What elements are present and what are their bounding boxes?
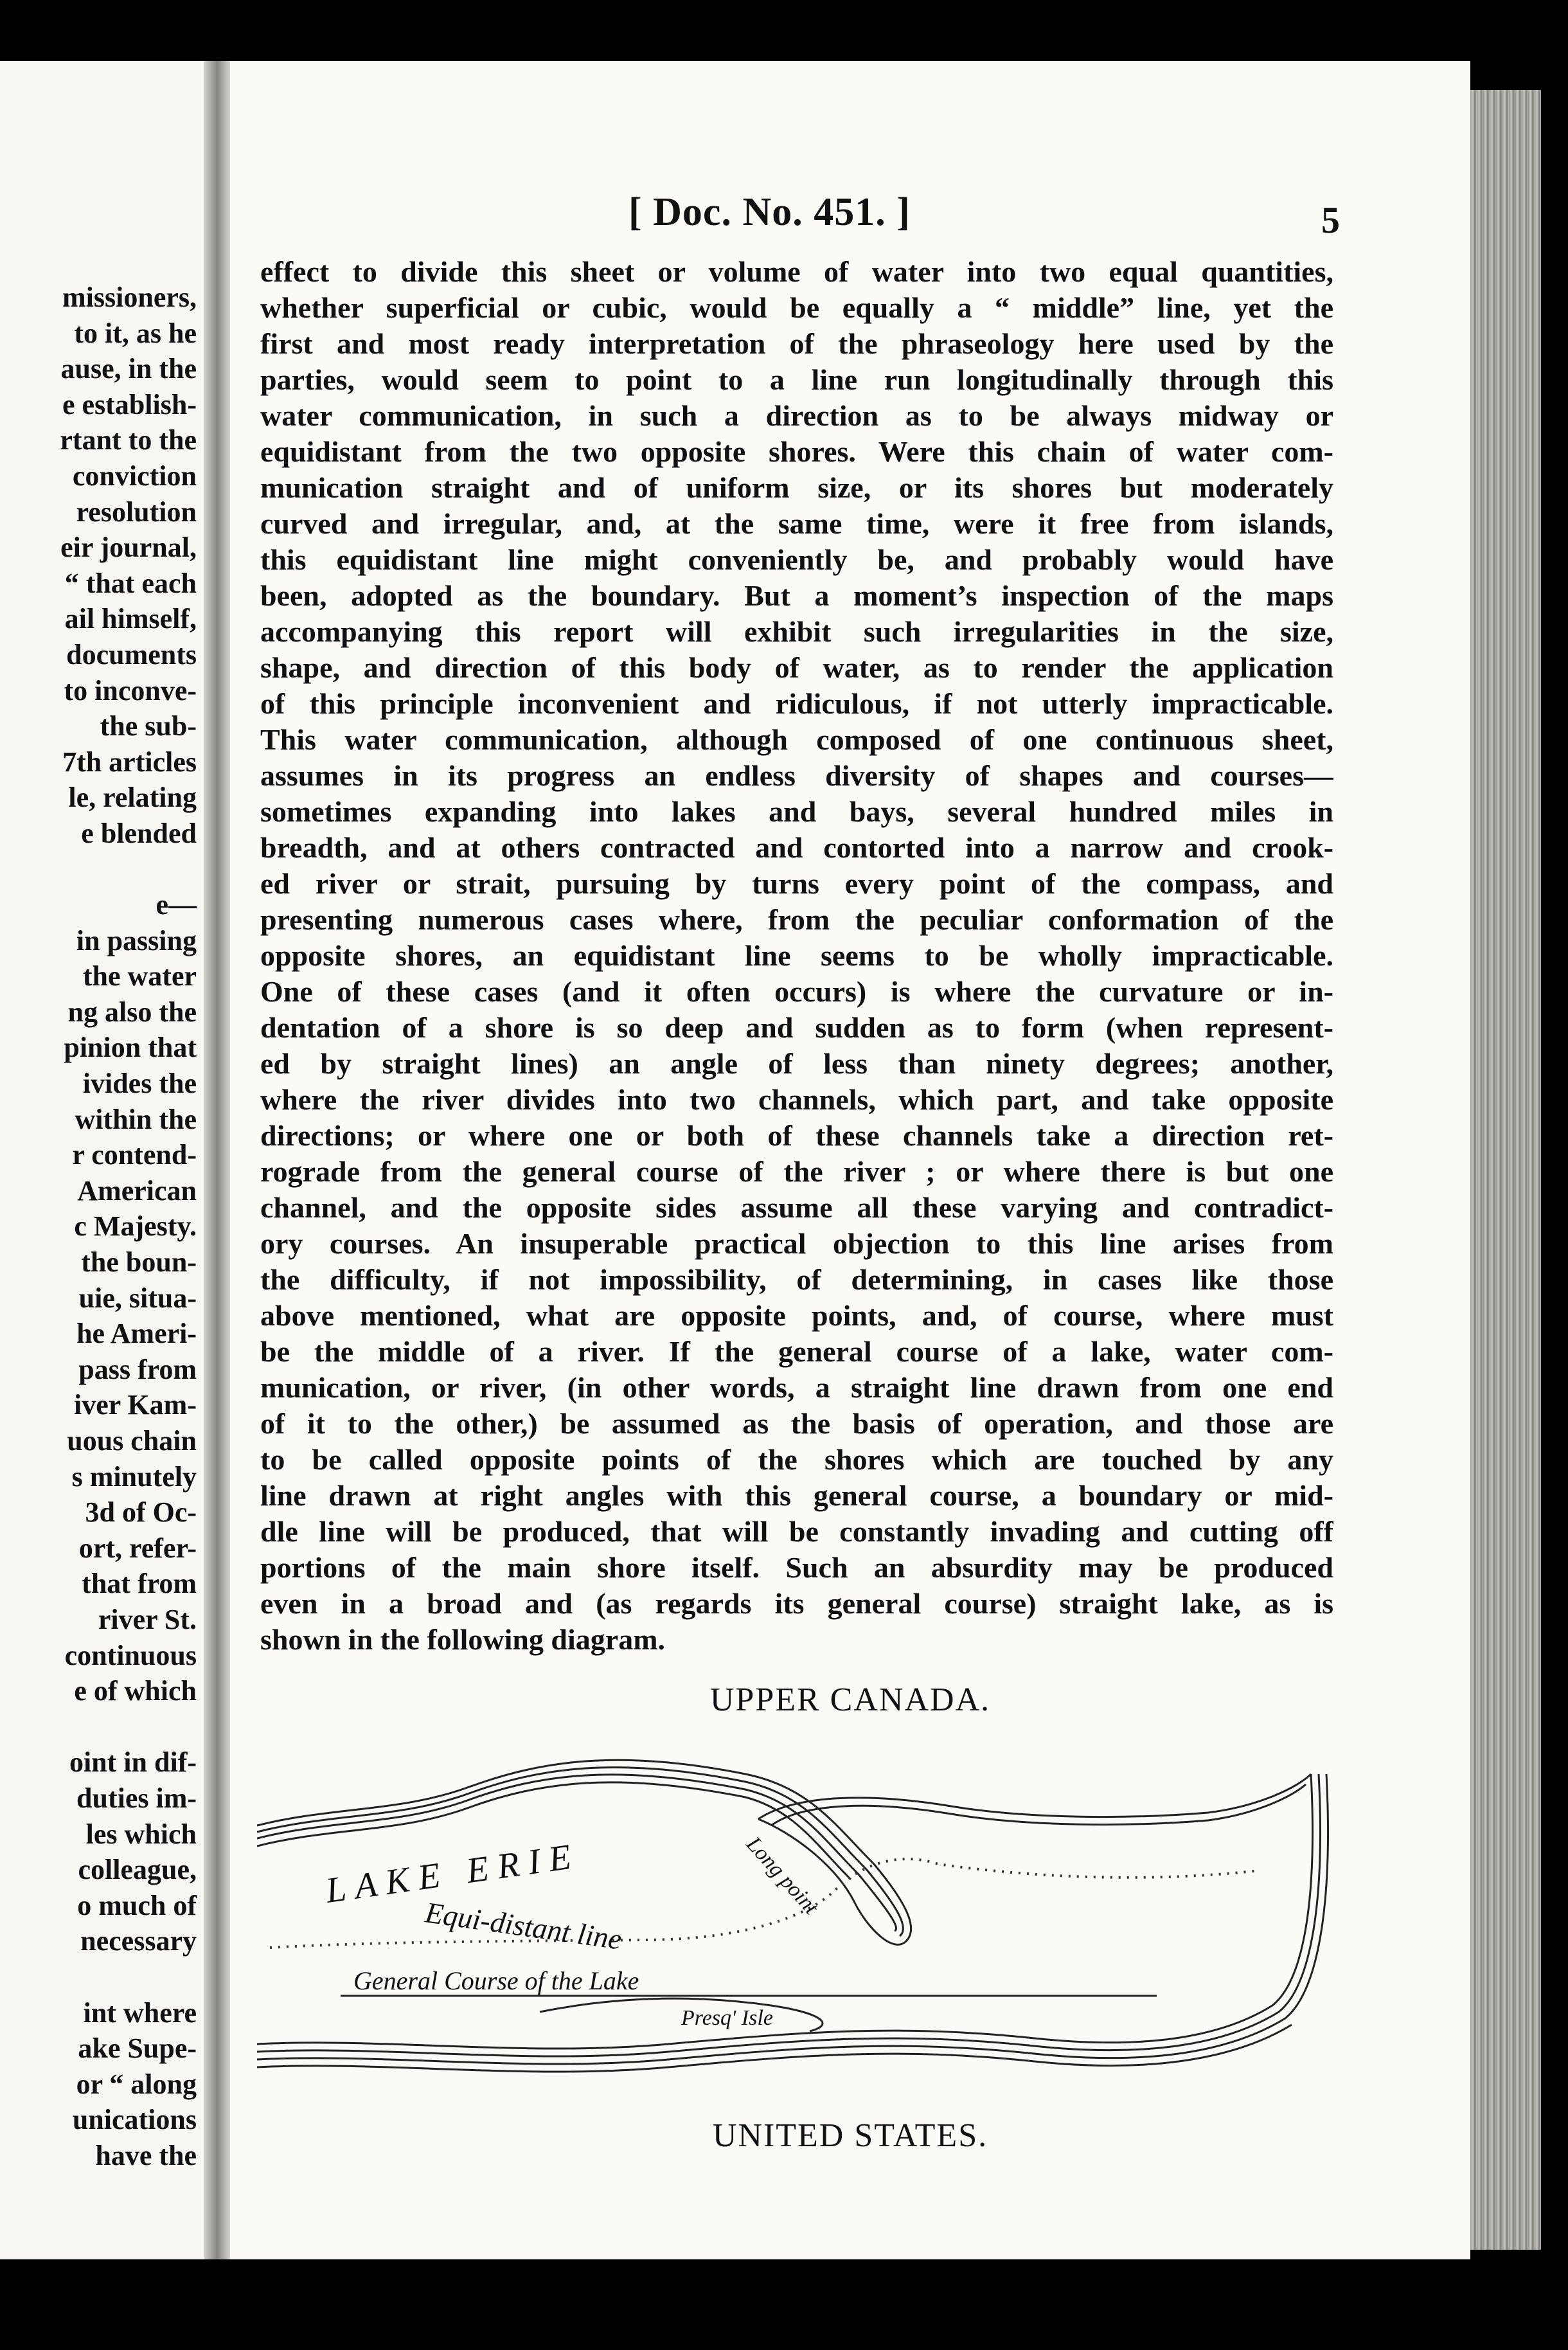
book-gutter (204, 61, 230, 2259)
body-line: sometimes expanding into lakes and bays, several hundred miles in (260, 795, 1333, 828)
body-line: directions; or where one or both of these channels take a direction ret- (260, 1119, 1333, 1152)
document-number: [ Doc. No. 451. ] (628, 190, 911, 234)
previous-page-line: pass from (78, 1353, 197, 1385)
body-line: ed by straight lines) an angle of less than ninety degrees; another, (260, 1047, 1333, 1080)
previous-page-line (60, 1709, 197, 1745)
previous-page-line: ake Supe- (78, 2032, 197, 2065)
body-line: dle line will be produced, that will be constantly invading and cutting off (260, 1515, 1333, 1548)
equidistant-line-label: Equi-distant line (423, 1896, 624, 1956)
previous-page (0, 61, 204, 2259)
previous-page-line: documents (66, 638, 197, 670)
body-line: been, adopted as the boundary. But a moment’s inspection of the maps (260, 579, 1333, 612)
previous-page-line: 7th articles (62, 746, 197, 778)
body-line: of this principle inconvenient and ridiculous, if not utterly impracticable. (260, 687, 1333, 720)
previous-page-line: the boun- (81, 1246, 197, 1278)
previous-page-line: iver Kam- (73, 1389, 197, 1421)
body-line: accompanying this report will exhibit such irregularities in the size, (260, 615, 1333, 648)
long-point-label: Long point (742, 1832, 823, 1919)
previous-page-line: he Ameri- (76, 1318, 197, 1350)
body-line: this equidistant line might conveniently be, and probably would have (260, 543, 1333, 576)
body-line: be the middle of a river. If the general course of a lake, water com- (260, 1335, 1333, 1368)
previous-page-line: le, relating (68, 782, 197, 814)
previous-page-line: e— (156, 889, 197, 921)
body-line: channel, and the opposite sides assume all these varying and contradict- (260, 1191, 1333, 1224)
previous-page-text (60, 280, 197, 2173)
previous-page-line: missioners, (62, 282, 197, 313)
previous-page-line: in passing (76, 924, 197, 956)
previous-page-line: les which (85, 1818, 197, 1850)
body-line: portions of the main shore itself. Such an absurdity may be produced (260, 1551, 1333, 1584)
body-line: breadth, and at others contracted and contorted into a narrow and crook- (260, 831, 1333, 864)
body-line: effect to divide this sheet or volume of water into two equal quantities, (260, 255, 1333, 288)
general-course-label: General Course of the Lake (353, 1966, 639, 1995)
body-line: curved and irregular, and, at the same time, were it free from islands, (260, 507, 1333, 540)
previous-page-line: s minutely (71, 1460, 197, 1493)
body-line: rograde from the general course of the river ; or where there is but one (260, 1155, 1333, 1188)
previous-page-line: the sub- (100, 710, 197, 742)
previous-page-line: American (77, 1174, 197, 1206)
previous-page-line: have the (95, 2139, 197, 2171)
body-line: first and most ready interpretation of the phraseology here used by the (260, 327, 1333, 360)
previous-page-line: ail himself, (64, 603, 197, 635)
body-line: munication, or river, (in other words, a straight line drawn from one end (260, 1371, 1333, 1404)
body-line: ed river or strait, pursuing by turns every point of the compass, and (260, 867, 1333, 900)
body-line: where the river divides into two channels, which part, and take opposite (260, 1083, 1333, 1116)
body-line: the difficulty, if not impossibility, of determining, in cases like those (260, 1263, 1333, 1296)
body-line: munication straight and of uniform size, or its shores but moderately (260, 471, 1333, 504)
previous-page-line: or “ along (76, 2068, 197, 2100)
previous-page-line: unications (72, 2104, 197, 2136)
previous-page-line: the water (82, 960, 197, 992)
body-line: whether superficial or cubic, would be equally a “ middle” line, yet the (260, 291, 1333, 324)
body-line: shape, and direction of this body of water, as to render the application (260, 651, 1333, 684)
previous-page-line: uie, situa- (78, 1282, 197, 1314)
lake-label: LAKE ERIE (323, 1836, 583, 1911)
body-text (260, 254, 1333, 1658)
previous-page-line: to it, as he (74, 317, 197, 349)
page-edge (1470, 90, 1541, 2250)
previous-page-line: that from (82, 1568, 197, 1600)
previous-page-line: eir journal, (60, 532, 197, 564)
previous-page-line: within the (75, 1103, 197, 1135)
previous-page-line: “ that each (64, 567, 197, 599)
page-number: 5 (1321, 199, 1340, 241)
body-line: line drawn at right angles with this general course, a boundary or mid- (260, 1479, 1333, 1512)
previous-page-line: resolution (76, 496, 197, 528)
body-line: opposite shores, an equidistant line seems to be wholly impracticable. (260, 939, 1333, 972)
previous-page-line: ng also the (67, 996, 197, 1028)
north-shore (257, 1760, 1311, 1944)
previous-page-line: pinion that (64, 1032, 197, 1064)
previous-page-line: c Majesty. (74, 1210, 197, 1242)
previous-page-line: colleague, (78, 1854, 197, 1886)
previous-page-line: ivides the (82, 1068, 197, 1100)
body-line: of it to the other,) be assumed as the basis of operation, and those are (260, 1407, 1333, 1440)
previous-page-line (60, 1959, 197, 1995)
previous-page-line: to inconve- (64, 674, 197, 706)
body-line: to be called opposite points of the shores which are touched by any (260, 1443, 1333, 1476)
previous-page-line: oint in dif- (69, 1746, 197, 1779)
page-header (230, 190, 1470, 247)
body-line: shown in the following diagram. (260, 1623, 666, 1656)
body-line: assumes in its progress an endless diversity of shapes and courses— (260, 759, 1333, 792)
previous-page-line: 3d of Oc- (85, 1496, 197, 1529)
body-line: above mentioned, what are opposite points, and, of course, where must (260, 1299, 1333, 1332)
previous-page-line: river St. (98, 1603, 197, 1635)
presque-isle-label: Presq' Isle (681, 2006, 773, 2030)
previous-page-line: conviction (72, 460, 197, 492)
body-line: parties, would seem to point to a line run longitudinally through this (260, 363, 1333, 396)
previous-page-line: e blended (81, 817, 197, 849)
body-line: water communication, in such a direction as to be always midway or (260, 399, 1333, 432)
diagram-caption-united-states: UNITED STATES. (712, 2117, 988, 2154)
body-line: equidistant from the two opposite shores. Were this chain of water com- (260, 435, 1333, 468)
previous-page-line: rtant to the (60, 424, 197, 456)
body-line: This water communication, although composed of one continuous sheet, (260, 723, 1333, 756)
previous-page-line: e establish- (62, 388, 197, 420)
body-line: dentation of a shore is so deep and sudden as to form (when represent- (260, 1011, 1333, 1044)
diagram-caption-upper-canada: UPPER CANADA. (709, 1682, 991, 1718)
body-line: presenting numerous cases where, from the peculiar conformation of the (260, 903, 1333, 936)
previous-page-line: uous chain (67, 1425, 197, 1457)
previous-page-line: e of which (74, 1675, 197, 1707)
previous-page-line: int where (83, 1996, 197, 2029)
south-shore (257, 1774, 1328, 2072)
body-line: One of these cases (and it often occurs) is where the curvature or in- (260, 975, 1333, 1008)
body-line: ory courses. An insuperable practical objection to this line arises from (260, 1227, 1333, 1260)
previous-page-line: ort, refer- (78, 1532, 197, 1564)
previous-page-line: r contend- (72, 1139, 197, 1171)
lake-erie-diagram (257, 1736, 1337, 2121)
previous-page-line (60, 852, 197, 888)
previous-page-line: duties im- (76, 1782, 197, 1814)
previous-page-line: continuous (64, 1639, 197, 1671)
body-line: even in a broad and (as regards its general course) straight lake, as is (260, 1587, 1333, 1620)
previous-page-line: o much of (77, 1889, 197, 1921)
previous-page-line: necessary (80, 1925, 197, 1957)
previous-page-line: ause, in the (60, 353, 197, 385)
